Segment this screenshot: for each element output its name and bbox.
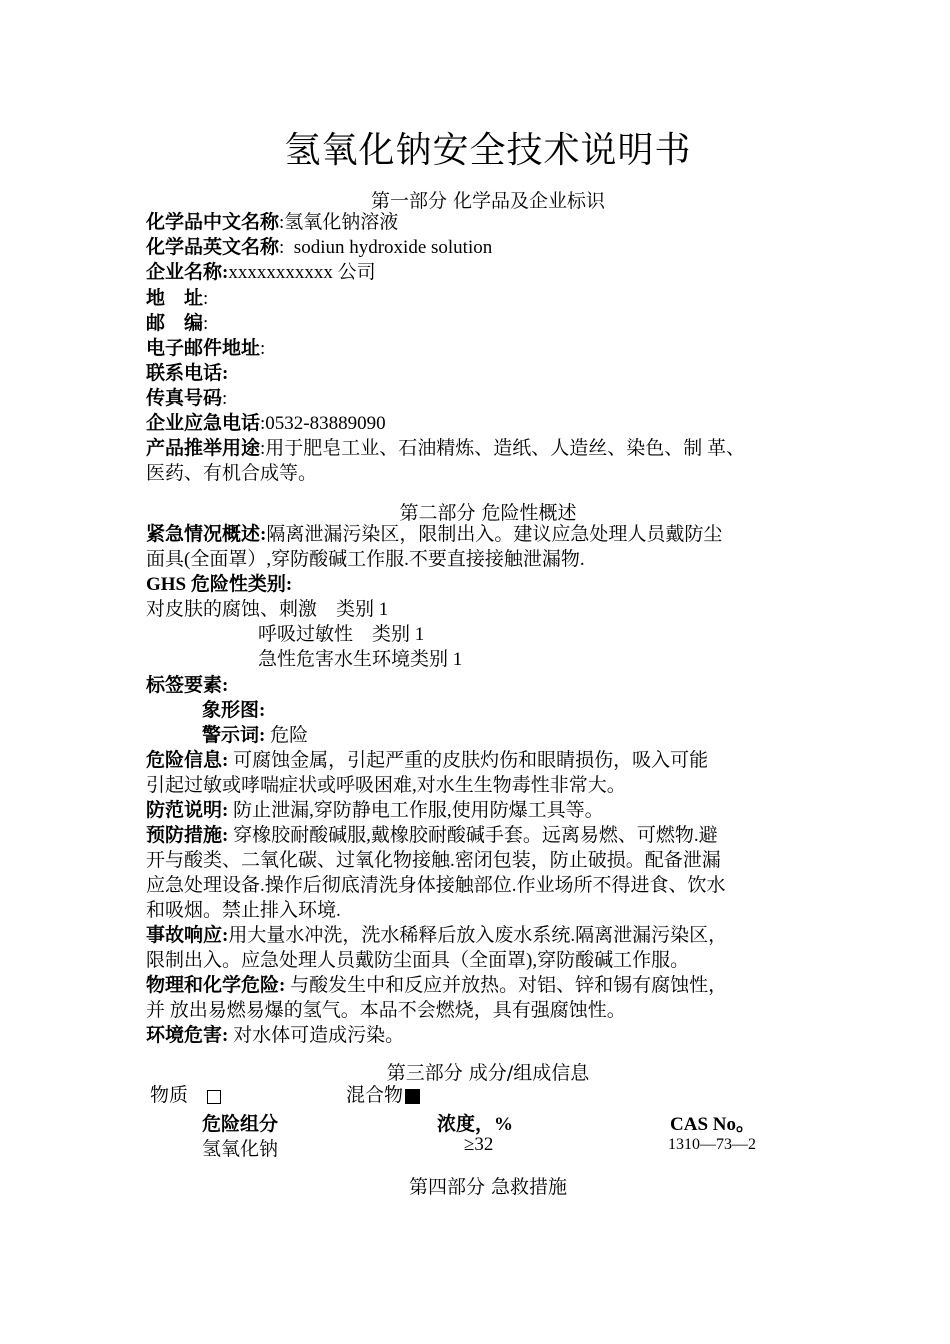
label-elements: 标签要素: xyxy=(146,675,229,696)
hazard-line-2: 引起过敏或哮喘症状或呼吸困难,对水生生物毒性非常大。 xyxy=(146,775,626,796)
precaution-label: 预防措施: xyxy=(146,825,229,846)
company-label: 企业名称: xyxy=(146,262,229,283)
env-line xyxy=(146,1024,404,1048)
physchem-line-1 xyxy=(146,974,727,998)
mixture-option xyxy=(346,1084,420,1108)
use-line-1 xyxy=(146,437,745,461)
postcode-label: 邮 编 xyxy=(146,313,204,334)
address-line xyxy=(146,287,208,311)
env-label: 环境危害: xyxy=(146,1025,229,1046)
en-name-label: 化学品英文名称 xyxy=(146,237,280,258)
cn-name-value: :氢氧化钠溶液 xyxy=(279,212,399,233)
ghs-line-1: 对皮肤的腐蚀、刺激 类别 1 xyxy=(146,599,389,620)
phone-label: 联系电话: xyxy=(146,363,229,384)
emergency-label: 企业应急电话 xyxy=(146,413,261,434)
part4-heading: 第四部分 急救措施 xyxy=(408,1176,568,1198)
use-label: 产品推举用途 xyxy=(146,438,261,459)
precaution-line-3: 应急处理设备.操作后彻底清洗身体接触部位.作业场所不得进食、饮水 xyxy=(146,875,726,896)
row-concentration: ≥32 xyxy=(464,1134,494,1155)
signal-word: 危险 xyxy=(265,725,309,746)
fax-value: : xyxy=(222,388,228,409)
precaution-line-2: 开与酸类、二氧化碳、过氧化物接触.密闭包装，防止破损。配备泄漏 xyxy=(146,850,721,871)
signal-label: 警示词: xyxy=(202,725,266,746)
env-value: 对水体可造成污染。 xyxy=(228,1025,405,1046)
emergency-line xyxy=(146,412,386,436)
signal-line xyxy=(202,724,308,748)
company-line xyxy=(146,261,376,285)
part2-heading: 第二部分 危险性概述 xyxy=(399,502,577,524)
use-value-1: :用于肥皂工业、石油精炼、造纸、人造丝、染色、制 革、 xyxy=(260,438,746,459)
part1-heading: 第一部分 化学品及企业标识 xyxy=(370,190,606,212)
precaution-line-4: 和吸烟。禁止排入环境. xyxy=(146,900,341,921)
emergency-overview-line-1 xyxy=(146,523,722,547)
cn-name-line xyxy=(146,211,398,235)
page-title: 氢氧化钠安全技术说明书 xyxy=(284,130,692,171)
prevention-desc-label: 防范说明: xyxy=(146,800,229,821)
postcode-line xyxy=(146,312,208,336)
response-line-2: 限制出入。应急处理人员戴防尘面具（全面罩),穿防酸碱工作服。 xyxy=(146,950,690,971)
ghs-line-3: 急性危害水生环境类别 1 xyxy=(258,649,463,670)
en-name-value: : sodiun hydroxide solution xyxy=(279,237,493,258)
fax-label: 传真号码 xyxy=(146,388,223,409)
prevention-desc-line xyxy=(146,799,604,823)
pictogram-label: 象形图: xyxy=(202,700,266,721)
substance-checkbox xyxy=(207,1090,221,1104)
physchem-label: 物理和化学危险: xyxy=(146,975,286,996)
email-line xyxy=(146,337,265,361)
use-line-2: 医药、有机合成等。 xyxy=(146,463,318,484)
postcode-value: : xyxy=(203,313,209,334)
hazard-1: 可腐蚀金属，引起严重的皮肤灼伤和眼睛损伤，吸入可能 xyxy=(228,750,709,771)
address-value: : xyxy=(203,288,209,309)
precaution-1: 穿橡胶耐酸碱服,戴橡胶耐酸碱手套。远离易燃、可燃物.避 xyxy=(228,825,718,846)
email-value: : xyxy=(260,338,266,359)
mixture-checkbox xyxy=(405,1089,420,1104)
row-cas: 1310—73—2 xyxy=(668,1136,756,1153)
physchem-1: 与酸发生中和反应并放热。对铝、锌和锡有腐蚀性， xyxy=(285,975,728,996)
ghs-label: GHS 危险性类别: xyxy=(146,574,293,595)
emergency-overview-1: 隔离泄漏污染区，限制出入。建议应急处理人员戴防尘 xyxy=(266,524,723,545)
ghs-line-2: 呼吸过敏性 类别 1 xyxy=(258,624,425,645)
row-component: 氢氧化钠 xyxy=(202,1139,279,1160)
substance-label: 物质 xyxy=(150,1085,189,1106)
emergency-overview-line-2: 面具(全面罩）,穿防酸碱工作服.不要直接接触泄漏物. xyxy=(146,549,585,570)
emergency-overview-label: 紧急情况概述: xyxy=(146,524,267,545)
substance-option xyxy=(150,1084,221,1108)
company-value: xxxxxxxxxxx 公司 xyxy=(228,262,376,283)
part3-heading: 第三部分 成分/组成信息 xyxy=(386,1062,590,1084)
cn-name-label: 化学品中文名称 xyxy=(146,212,280,233)
physchem-line-2: 并 放出易燃易爆的氢气。本品不会燃烧，具有强腐蚀性。 xyxy=(146,1000,626,1021)
mixture-label: 混合物 xyxy=(346,1085,404,1106)
emergency-value: :0532-83889090 xyxy=(260,413,386,434)
precaution-line-1 xyxy=(146,824,718,848)
hazard-line-1 xyxy=(146,749,708,773)
col-cas: CAS No。 xyxy=(670,1114,755,1135)
col-concentration: 浓度，% xyxy=(437,1114,514,1135)
phone-line xyxy=(146,362,228,386)
response-label: 事故响应: xyxy=(146,925,229,946)
address-label: 地 址 xyxy=(146,288,204,309)
en-name-line xyxy=(146,236,492,260)
col-component: 危险组分 xyxy=(202,1114,279,1135)
response-line-1 xyxy=(146,924,727,948)
fax-line xyxy=(146,387,227,411)
hazard-label: 危险信息: xyxy=(146,750,229,771)
response-1: 用大量水冲洗，洗水稀释后放入废水系统.隔离泄漏污染区， xyxy=(228,925,728,946)
email-label: 电子邮件地址 xyxy=(146,338,261,359)
prevention-desc: 防止泄漏,穿防静电工作服,使用防爆工具等。 xyxy=(228,800,604,821)
